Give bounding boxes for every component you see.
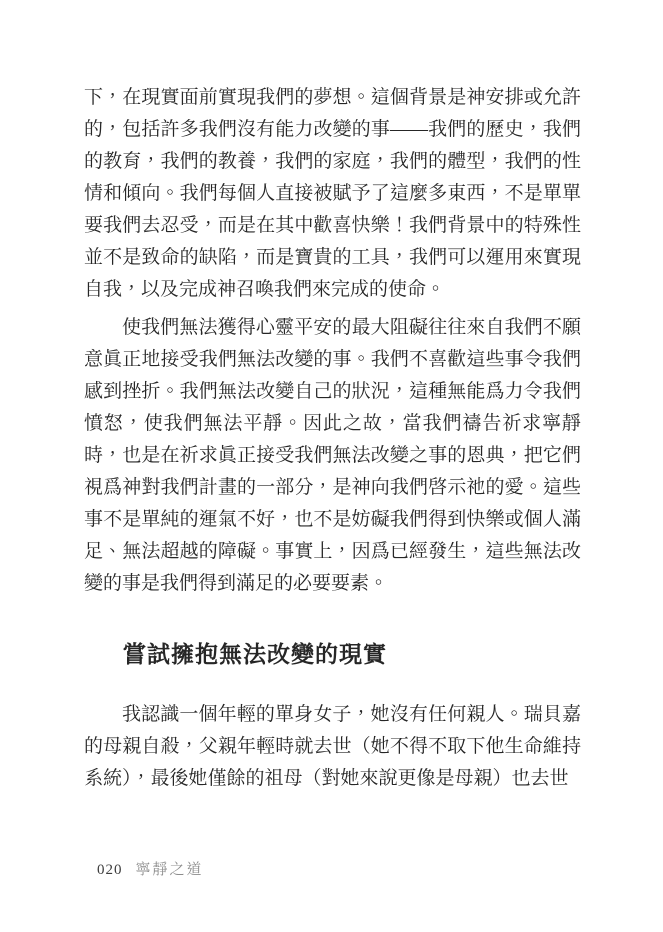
page-body xyxy=(84,82,581,795)
page-number: 020 xyxy=(97,862,123,878)
body-paragraph: 使我們無法獲得心靈平安的最大阻礙往往來自我們不願意眞正地接受我們無法改變的事。我們不喜歡這些事令我們感到挫折。我們無法改變自己的狀況，這種無能爲力令我們憤怒，使我們無法平靜。因此之故，當我們禱告祈求寧靜時，也是在祈求眞正接受我們無法改變之事的恩典，把它們視爲神對我們計畫的一部分，是神向我們啓示祂的愛。這些事不是單純的運氣不好，也不是妨礙我們得到快樂或個人滿足、無法超越的障礙。事實上，因爲已經發生，這些無法改變的事是我們得到滿足的必要要素。 xyxy=(84,317,581,594)
body-paragraph: 我認識一個年輕的單身女子，她沒有任何親人。瑞貝嘉的母親自殺，父親年輕時就去世（她不得不取下他生命維持系統），最後她僅餘的祖母（對她來說更像是母親）也去世 xyxy=(84,704,581,789)
body-paragraph: 下，在現實面前實現我們的夢想。這個背景是神安排或允許的，包括許多我們沒有能力改變的事——我們的歷史，我們的教育，我們的教養，我們的家庭，我們的體型，我們的性情和傾向。我們每個人直接被賦予了這麼多東西，不是單單要我們去忍受，而是在其中歡喜快樂！我們背景中的特殊性並不是致命的缺陷，而是寶貴的工具，我們可以運用來實現自我，以及完成神召喚我們來完成的使命。 xyxy=(84,87,581,300)
section-heading: 嘗試擁抱無法改變的現實 xyxy=(123,642,387,667)
book-title: 寧靜之道 xyxy=(135,862,204,878)
page-footer xyxy=(97,858,204,879)
